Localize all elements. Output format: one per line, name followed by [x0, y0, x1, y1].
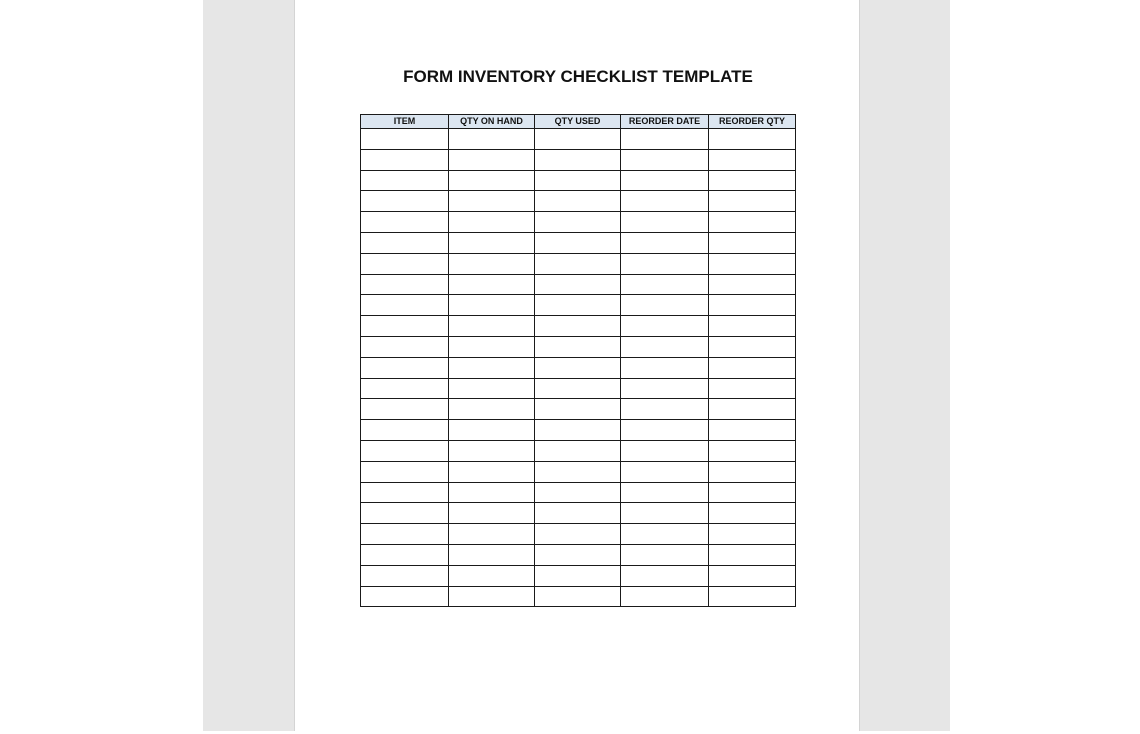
table-cell-item[interactable] — [361, 544, 449, 565]
table-cell-reorder-qty[interactable] — [709, 232, 796, 253]
table-cell-qty-used[interactable] — [535, 336, 621, 357]
table-cell-reorder-date[interactable] — [621, 295, 709, 316]
column-header-qty-used: QTY USED — [535, 115, 621, 129]
table-cell-reorder-qty[interactable] — [709, 129, 796, 150]
table-cell-qty-used[interactable] — [535, 420, 621, 441]
table-cell-item[interactable] — [361, 232, 449, 253]
document-page — [294, 0, 860, 731]
column-header-reorder-qty: REORDER QTY — [709, 115, 796, 129]
table-cell-qty-used[interactable] — [535, 440, 621, 461]
table-cell-item[interactable] — [361, 586, 449, 607]
table-cell-qty-on-hand[interactable] — [449, 482, 535, 503]
table-cell-item[interactable] — [361, 253, 449, 274]
table-cell-qty-used[interactable] — [535, 503, 621, 524]
table-cell-item[interactable] — [361, 378, 449, 399]
table-row — [361, 482, 796, 503]
table-cell-reorder-qty[interactable] — [709, 565, 796, 586]
table-cell-item[interactable] — [361, 524, 449, 545]
table-cell-reorder-date[interactable] — [621, 357, 709, 378]
table-cell-item[interactable] — [361, 191, 449, 212]
table-cell-qty-used[interactable] — [535, 586, 621, 607]
table-cell-qty-used[interactable] — [535, 461, 621, 482]
table-cell-qty-used[interactable] — [535, 253, 621, 274]
table-cell-item[interactable] — [361, 399, 449, 420]
table-cell-reorder-qty[interactable] — [709, 191, 796, 212]
table-cell-qty-used[interactable] — [535, 316, 621, 337]
table-cell-qty-on-hand[interactable] — [449, 565, 535, 586]
table-row — [361, 440, 796, 461]
column-header-qty-on-hand: QTY ON HAND — [449, 115, 535, 129]
table-cell-qty-used[interactable] — [535, 274, 621, 295]
column-header-reorder-date: REORDER DATE — [621, 115, 709, 129]
table-cell-reorder-qty[interactable] — [709, 586, 796, 607]
table-cell-item[interactable] — [361, 565, 449, 586]
table-cell-qty-on-hand[interactable] — [449, 503, 535, 524]
table-cell-item[interactable] — [361, 274, 449, 295]
table-cell-reorder-qty[interactable] — [709, 149, 796, 170]
table-cell-reorder-date[interactable] — [621, 129, 709, 150]
table-cell-item[interactable] — [361, 461, 449, 482]
table-cell-qty-on-hand[interactable] — [449, 336, 535, 357]
table-cell-reorder-date[interactable] — [621, 420, 709, 441]
table-cell-qty-on-hand[interactable] — [449, 461, 535, 482]
table-cell-qty-used[interactable] — [535, 129, 621, 150]
table-cell-reorder-date[interactable] — [621, 440, 709, 461]
table-cell-item[interactable] — [361, 170, 449, 191]
table-row — [361, 212, 796, 233]
table-cell-qty-used[interactable] — [535, 565, 621, 586]
table-cell-qty-used[interactable] — [535, 212, 621, 233]
table-row — [361, 295, 796, 316]
table-cell-reorder-qty[interactable] — [709, 212, 796, 233]
table-cell-item[interactable] — [361, 316, 449, 337]
table-cell-qty-on-hand[interactable] — [449, 357, 535, 378]
table-cell-qty-on-hand[interactable] — [449, 129, 535, 150]
table-cell-reorder-qty[interactable] — [709, 544, 796, 565]
table-cell-qty-on-hand[interactable] — [449, 420, 535, 441]
table-cell-reorder-date[interactable] — [621, 378, 709, 399]
table-cell-reorder-qty[interactable] — [709, 378, 796, 399]
table-cell-reorder-date[interactable] — [621, 232, 709, 253]
table-row — [361, 524, 796, 545]
table-cell-reorder-qty[interactable] — [709, 399, 796, 420]
table-cell-reorder-date[interactable] — [621, 170, 709, 191]
table-cell-reorder-date[interactable] — [621, 336, 709, 357]
table-cell-qty-on-hand[interactable] — [449, 378, 535, 399]
table-cell-qty-on-hand[interactable] — [449, 170, 535, 191]
table-cell-qty-on-hand[interactable] — [449, 274, 535, 295]
table-cell-reorder-date[interactable] — [621, 212, 709, 233]
table-cell-reorder-qty[interactable] — [709, 357, 796, 378]
table-cell-reorder-qty[interactable] — [709, 482, 796, 503]
table-cell-qty-used[interactable] — [535, 170, 621, 191]
table-cell-item[interactable] — [361, 503, 449, 524]
table-row — [361, 357, 796, 378]
table-cell-reorder-qty[interactable] — [709, 440, 796, 461]
table-cell-qty-on-hand[interactable] — [449, 399, 535, 420]
table-cell-qty-on-hand[interactable] — [449, 586, 535, 607]
table-row — [361, 565, 796, 586]
table-cell-reorder-date[interactable] — [621, 253, 709, 274]
table-cell-qty-on-hand[interactable] — [449, 253, 535, 274]
table-cell-qty-used[interactable] — [535, 357, 621, 378]
table-row — [361, 149, 796, 170]
table-cell-reorder-qty[interactable] — [709, 420, 796, 441]
table-row — [361, 544, 796, 565]
table-cell-qty-on-hand[interactable] — [449, 149, 535, 170]
table-cell-reorder-date[interactable] — [621, 482, 709, 503]
table-cell-reorder-date[interactable] — [621, 565, 709, 586]
table-row — [361, 274, 796, 295]
table-row — [361, 170, 796, 191]
table-cell-reorder-date[interactable] — [621, 461, 709, 482]
table-cell-reorder-date[interactable] — [621, 399, 709, 420]
table-cell-qty-on-hand[interactable] — [449, 524, 535, 545]
table-cell-item[interactable] — [361, 129, 449, 150]
table-cell-item[interactable] — [361, 295, 449, 316]
table-cell-item[interactable] — [361, 440, 449, 461]
table-cell-reorder-date[interactable] — [621, 316, 709, 337]
table-row — [361, 336, 796, 357]
table-cell-qty-used[interactable] — [535, 399, 621, 420]
table-cell-reorder-date[interactable] — [621, 274, 709, 295]
table-cell-reorder-date[interactable] — [621, 586, 709, 607]
table-cell-reorder-date[interactable] — [621, 149, 709, 170]
table-cell-qty-on-hand[interactable] — [449, 191, 535, 212]
table-cell-reorder-qty[interactable] — [709, 316, 796, 337]
table-row — [361, 378, 796, 399]
table-body — [361, 129, 796, 607]
table-header-row — [361, 115, 796, 129]
column-header-item: ITEM — [361, 115, 449, 129]
table-row — [361, 586, 796, 607]
table-cell-qty-used[interactable] — [535, 149, 621, 170]
table-cell-qty-on-hand[interactable] — [449, 440, 535, 461]
table-cell-item[interactable] — [361, 212, 449, 233]
table-row — [361, 399, 796, 420]
table-cell-reorder-date[interactable] — [621, 503, 709, 524]
page-title: FORM INVENTORY CHECKLIST TEMPLATE — [403, 67, 753, 86]
table-cell-reorder-qty[interactable] — [709, 503, 796, 524]
table-cell-qty-on-hand[interactable] — [449, 232, 535, 253]
table-cell-reorder-qty[interactable] — [709, 336, 796, 357]
table-row — [361, 232, 796, 253]
table-cell-item[interactable] — [361, 336, 449, 357]
table-cell-reorder-date[interactable] — [621, 524, 709, 545]
table-cell-qty-on-hand[interactable] — [449, 544, 535, 565]
table-row — [361, 461, 796, 482]
table-cell-reorder-qty[interactable] — [709, 170, 796, 191]
table-cell-qty-used[interactable] — [535, 191, 621, 212]
table-cell-qty-used[interactable] — [535, 544, 621, 565]
table-cell-item[interactable] — [361, 420, 449, 441]
table-cell-qty-used[interactable] — [535, 232, 621, 253]
inventory-table — [360, 114, 796, 607]
table-cell-qty-used[interactable] — [535, 378, 621, 399]
table-cell-item[interactable] — [361, 482, 449, 503]
table-cell-reorder-qty[interactable] — [709, 524, 796, 545]
table-cell-reorder-qty[interactable] — [709, 253, 796, 274]
table-row — [361, 420, 796, 441]
table-cell-reorder-qty[interactable] — [709, 461, 796, 482]
table-row — [361, 191, 796, 212]
table-cell-reorder-date[interactable] — [621, 191, 709, 212]
table-row — [361, 316, 796, 337]
table-row — [361, 129, 796, 150]
table-cell-qty-on-hand[interactable] — [449, 316, 535, 337]
table-cell-item[interactable] — [361, 357, 449, 378]
table-row — [361, 253, 796, 274]
table-cell-qty-on-hand[interactable] — [449, 212, 535, 233]
table-cell-reorder-qty[interactable] — [709, 295, 796, 316]
table-cell-reorder-date[interactable] — [621, 544, 709, 565]
table-cell-qty-used[interactable] — [535, 295, 621, 316]
table-row — [361, 503, 796, 524]
table-cell-reorder-qty[interactable] — [709, 274, 796, 295]
table-cell-qty-used[interactable] — [535, 524, 621, 545]
table-cell-qty-on-hand[interactable] — [449, 295, 535, 316]
table-cell-qty-used[interactable] — [535, 482, 621, 503]
table-cell-item[interactable] — [361, 149, 449, 170]
